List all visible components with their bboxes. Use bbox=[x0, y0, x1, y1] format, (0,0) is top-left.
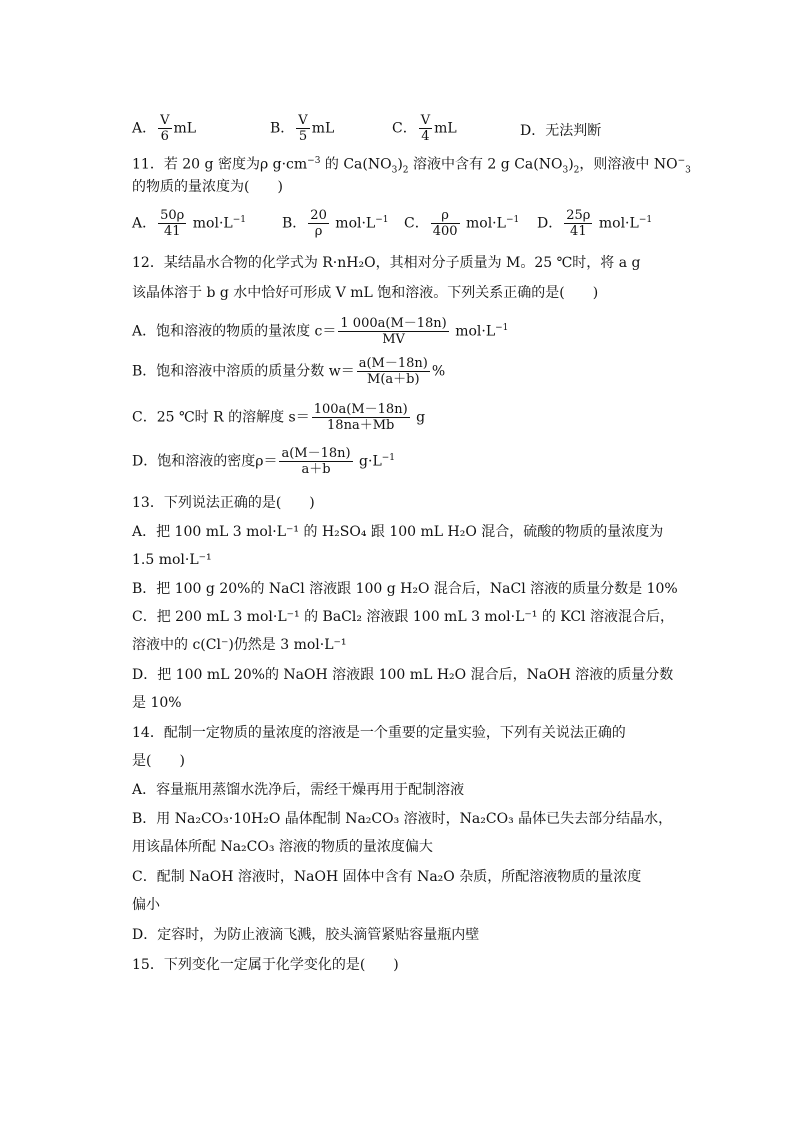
q10-option-a bbox=[132, 113, 196, 144]
unit: mL bbox=[434, 120, 457, 137]
numerator: a(M－18n) bbox=[281, 446, 351, 461]
fraction bbox=[431, 208, 460, 239]
q11-stem-line2: 的物质的量浓度为( ) bbox=[132, 179, 283, 195]
fraction bbox=[308, 208, 329, 239]
text: ) bbox=[397, 156, 403, 173]
q13-option-d-line2: 是 10% bbox=[132, 695, 182, 711]
q14-option-b-line2: 用该晶体所配 Na₂CO₃ 溶液的物质的量浓度偏大 bbox=[132, 839, 433, 855]
fraction bbox=[357, 356, 430, 387]
q12-option-d bbox=[132, 446, 395, 477]
option-text: A．饱和溶液的物质的量浓度 c＝ bbox=[132, 323, 337, 340]
fraction bbox=[312, 402, 410, 433]
q12-stem-line2: 该晶体溶于 b g 水中恰好可形成 V mL 饱和溶液。下列关系正确的是( ) bbox=[132, 285, 599, 301]
q12-option-c bbox=[132, 402, 425, 433]
q11-option-a bbox=[132, 208, 246, 239]
unit: g·L bbox=[359, 453, 382, 470]
unit: mol·L bbox=[192, 215, 233, 232]
numerator: 25ρ bbox=[566, 208, 591, 223]
q12-option-b bbox=[132, 356, 445, 387]
unit: mol·L bbox=[455, 323, 496, 340]
numerator: 1 000a(M－18n) bbox=[340, 316, 447, 331]
unit: mL bbox=[173, 120, 197, 137]
q14-option-c-line1: C．配制 NaOH 溶液时，NaOH 固体中含有 Na₂O 杂质，所配溶液物质的量浓度 bbox=[132, 869, 642, 885]
q11-option-b bbox=[282, 208, 389, 239]
option-label: C． bbox=[404, 215, 429, 232]
q13-option-c-line1: C．把 200 mL 3 mol·L⁻¹ 的 BaCl₂ 溶液跟 100 mL 3 mol·L⁻¹ 的 KCl 溶液混合后， bbox=[132, 609, 674, 625]
unit: g bbox=[416, 409, 426, 426]
q14-option-c-line2: 偏小 bbox=[132, 897, 160, 913]
q11-stem-line1 bbox=[132, 152, 691, 179]
numerator: 20 bbox=[310, 208, 327, 223]
numerator: 50ρ bbox=[160, 208, 185, 223]
unit: mL bbox=[311, 120, 335, 137]
unit: % bbox=[431, 363, 446, 380]
q13-option-c-line2: 溶液中的 c(Cl⁻)仍然是 3 mol·L⁻¹ bbox=[132, 637, 347, 653]
q13-stem: 13．下列说法正确的是( ) bbox=[132, 495, 315, 511]
subscript: 3 bbox=[391, 165, 398, 176]
denominator: ρ bbox=[308, 223, 329, 239]
option-label: B． bbox=[270, 120, 295, 137]
option-label: A． bbox=[132, 215, 157, 232]
q13-option-a-line1: A．把 100 mL 3 mol·L⁻¹ 的 H₂SO₄ 跟 100 mL H₂O 混合，硫酸的物质的量浓度为 bbox=[132, 524, 664, 540]
superscript: − bbox=[677, 156, 686, 166]
fraction bbox=[338, 316, 448, 347]
option-label: A． bbox=[132, 120, 157, 137]
superscript: −3 bbox=[307, 156, 321, 166]
text: 溶液中含有 2 g Ca(NO bbox=[408, 156, 563, 173]
option-label: D． bbox=[537, 215, 563, 232]
q10-option-c bbox=[392, 113, 457, 144]
text: 11．若 20 g 密度为ρ g·cm bbox=[132, 156, 308, 173]
denominator: a＋b bbox=[279, 461, 352, 477]
numerator: V bbox=[298, 113, 308, 128]
superscript: −1 bbox=[505, 214, 520, 225]
numerator: ρ bbox=[441, 208, 449, 223]
denominator: 4 bbox=[419, 128, 432, 144]
superscript: −1 bbox=[638, 214, 653, 225]
option-label: C． bbox=[392, 120, 417, 137]
text: 的 Ca(NO bbox=[320, 156, 392, 173]
q12-stem-line1: 12．某结晶水合物的化学式为 R·nH₂O，其相对分子质量为 M。25 ℃时，将 a g bbox=[132, 255, 641, 271]
option-text: C．25 ℃时 R 的溶解度 s＝ bbox=[132, 409, 310, 426]
q14-stem-line2: 是( ) bbox=[132, 753, 185, 769]
q10-option-d: D．无法判断 bbox=[520, 123, 602, 139]
superscript: −1 bbox=[381, 452, 396, 463]
option-text: D．饱和溶液的密度ρ＝ bbox=[132, 453, 278, 470]
q13-option-b: B．把 100 g 20%的 NaCl 溶液跟 100 g H₂O 混合后，NaCl 溶液的质量分数是 10% bbox=[132, 581, 678, 597]
q12-option-a bbox=[132, 316, 508, 347]
q10-option-b bbox=[270, 113, 334, 144]
superscript: −1 bbox=[232, 214, 246, 225]
text: ) bbox=[568, 156, 574, 173]
superscript: −1 bbox=[495, 322, 509, 333]
denominator: M(a＋b) bbox=[357, 371, 430, 387]
fraction bbox=[279, 446, 352, 477]
numerator: a(M－18n) bbox=[358, 356, 428, 371]
fraction bbox=[564, 208, 592, 239]
denominator: 6 bbox=[158, 128, 171, 144]
denominator: 41 bbox=[158, 223, 186, 239]
q11-option-d bbox=[537, 208, 652, 239]
subscript: 3 bbox=[562, 165, 569, 176]
option-text: B．饱和溶液中溶质的质量分数 w＝ bbox=[132, 363, 355, 380]
q14-option-a: A．容量瓶用蒸馏水洗净后，需经干燥再用于配制溶液 bbox=[132, 782, 465, 798]
fraction bbox=[419, 113, 432, 144]
denominator: 18na＋Mb bbox=[312, 417, 410, 433]
fraction bbox=[158, 113, 171, 144]
denominator: 5 bbox=[296, 128, 309, 144]
unit: mol·L bbox=[466, 215, 506, 232]
option-label: B． bbox=[282, 215, 307, 232]
q14-option-b-line1: B．用 Na₂CO₃·10H₂O 晶体配制 Na₂CO₃ 溶液时，Na₂CO₃ 晶体已失去部分结晶水， bbox=[132, 811, 673, 827]
q15-stem: 15．下列变化一定属于化学变化的是( ) bbox=[132, 957, 399, 973]
q13-option-a-line2: 1.5 mol·L⁻¹ bbox=[132, 552, 212, 568]
numerator: 100a(M－18n) bbox=[313, 402, 408, 417]
fraction bbox=[158, 208, 186, 239]
denominator: MV bbox=[338, 331, 448, 347]
denominator: 41 bbox=[564, 223, 592, 239]
numerator: V bbox=[420, 113, 431, 128]
denominator: 400 bbox=[432, 224, 458, 239]
q14-option-d: D．定容时，为防止液滴飞溅，胶头滴管紧贴容量瓶内壁 bbox=[132, 927, 480, 943]
subscript: 2 bbox=[402, 165, 409, 176]
subscript: 2 bbox=[573, 165, 580, 176]
superscript: −1 bbox=[375, 214, 389, 225]
unit: mol·L bbox=[335, 215, 376, 232]
unit: mol·L bbox=[598, 215, 639, 232]
q14-stem-line1: 14．配制一定物质的量浓度的溶液是一个重要的定量实验，下列有关说法正确的 bbox=[132, 725, 626, 741]
fraction bbox=[296, 113, 309, 144]
q11-option-c bbox=[404, 208, 519, 239]
text: ，则溶液中 NO bbox=[579, 156, 678, 173]
q13-option-d-line1: D．把 100 mL 20%的 NaOH 溶液跟 100 mL H₂O 混合后，NaOH 溶液的质量分数 bbox=[132, 667, 674, 683]
numerator: V bbox=[160, 113, 170, 128]
subscript: 3 bbox=[685, 165, 691, 176]
